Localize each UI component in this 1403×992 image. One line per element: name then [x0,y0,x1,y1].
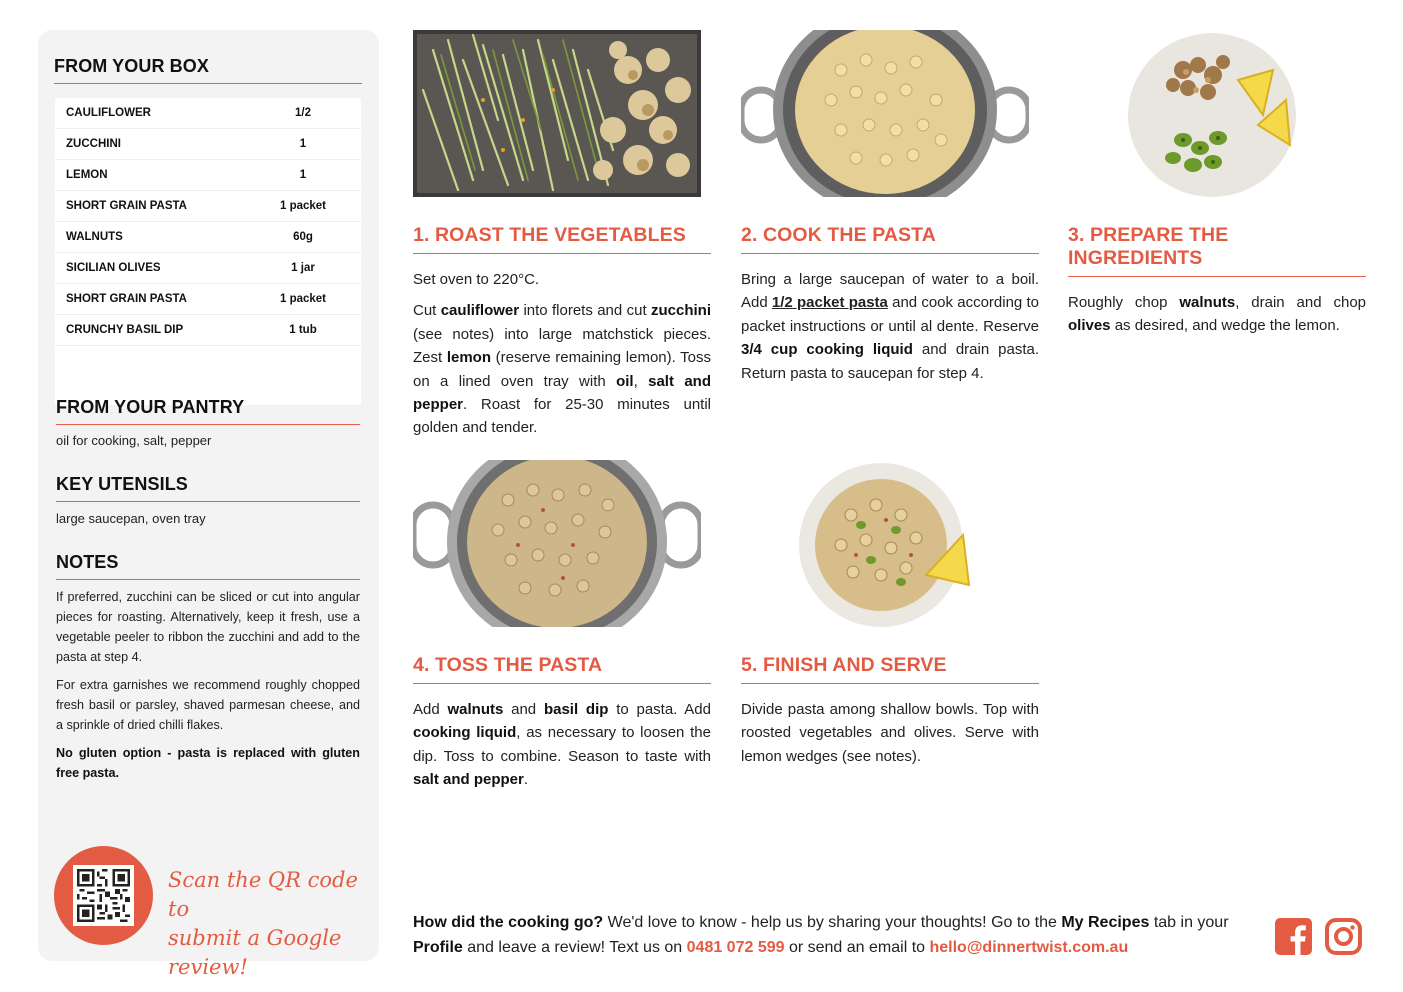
step-5-body [741,698,1039,768]
facebook-icon[interactable] [1275,918,1312,955]
from-your-pantry-title: FROM YOUR PANTRY [56,397,360,425]
step-1-title: 1. ROAST THE VEGETABLES [413,224,711,254]
sidebar [38,30,379,979]
notes-title: NOTES [56,552,360,580]
ingredient-qty: 1 tub [289,324,317,336]
qr-code-badge[interactable] [54,846,153,945]
step-3-text: Roughly chop walnuts, drain and chop olives as desired, and wedge the lemon. [1068,294,1366,335]
ingredient-name: SHORT GRAIN PASTA [66,293,187,305]
roasted-vegetables-photo [413,30,701,197]
step-4-title: 4. TOSS THE PASTA [413,654,711,684]
table-row [55,191,361,222]
step-5-text: Divide pasta among shallow bowls. Top with roosted vegetables and olives. Serve with lemon wedges (see notes). [741,701,1039,765]
step-5-title: 5. FINISH AND SERVE [741,654,1039,684]
table-row [55,129,361,160]
from-your-box-title: FROM YOUR BOX [54,56,362,84]
instagram-icon[interactable] [1325,918,1362,955]
ingredients-table [55,98,361,405]
step-5 [741,654,1039,776]
ingredient-name: LEMON [66,169,108,181]
step-2-text: Bring a large saucepan of water to a boil. Add 1/2 packet pasta and cook according to packet instructions or until al dente. Reserve 3/4 cup cooking liquid and drain pasta. Return pasta to saucepan for step 4. [741,271,1040,382]
ingredient-name: SHORT GRAIN PASTA [66,200,187,212]
step-1-body [413,268,711,440]
step-3-body [1068,291,1366,338]
table-row [55,284,361,315]
step-2-title: 2. COOK THE PASTA [741,224,1039,254]
ingredient-qty: 1 packet [279,293,327,305]
pantry-text: oil for cooking, salt, pepper [56,433,212,448]
utensils-text: large saucepan, oven tray [56,511,206,526]
finished-dish-photo [741,460,1029,627]
step-2 [741,224,1039,393]
step-1-text: Set oven to 220°C. [413,271,540,288]
notes-body [56,587,360,791]
ingredient-qty: 1/2 [295,107,311,119]
notes-gluten-option: No gluten option - pasta is replaced with gluten free pasta. [56,746,360,780]
table-row [55,315,361,346]
ingredient-qty: 60g [293,231,313,243]
phone-link[interactable]: 0481 072 599 [686,939,785,956]
ingredient-name: CAULIFLOWER [66,107,151,119]
qr-code[interactable] [73,865,134,926]
table-row [55,98,361,129]
notes-paragraph: If preferred, zucchini can be sliced or cut into angular pieces for roasting. Alternatively, keep it fresh, use a vegetable peeler to ribbon the zucchini and add to the pasta at step 4. [56,590,360,664]
ingredient-name: ZUCCHINI [66,138,121,150]
footer-question: How did the cooking go? [413,914,604,931]
ingredient-name: WALNUTS [66,231,123,243]
step-2-body [741,268,1039,385]
step-4-text: Add walnuts and basil dip to pasta. Add cooking liquid, as necessary to loosen the dip. Toss to combine. Season to taste with salt and pepper. [413,701,711,789]
step-4-body [413,698,711,792]
tossed-pasta-photo [413,460,701,627]
key-utensils-title: KEY UTENSILS [56,474,360,502]
prepared-ingredients-photo [1068,30,1366,197]
table-row [55,222,361,253]
notes-paragraph: For extra garnishes we recommend roughly chopped fresh basil or parsley, shaved parmesan cheese, and a sprinkle of dried chilli flakes. [56,678,360,732]
ingredient-qty: 1 packet [279,200,327,212]
ingredient-qty: 1 jar [291,262,315,274]
step-1-text: Cut cauliflower into florets and cut zucchini (see notes) into large matchstick pieces. Zest lemon (reserve remaining lemon). Toss on a lined oven tray with oil, salt and pepper. Roast for 25-30 minutes until golden and tender. [413,302,712,437]
email-link[interactable]: hello@dinnertwist.com.au [929,939,1129,956]
step-3 [1068,224,1366,346]
ingredient-name: CRUNCHY BASIL DIP [66,324,184,336]
step-4 [413,654,711,800]
step-1 [413,224,711,448]
table-row [55,160,361,191]
ingredient-qty: 1 [299,169,307,181]
feedback-footer: How did the cooking go? We'd love to know - help us by sharing your thoughts! Go to the My Recipes tab in your Profile and leave a review! Text us on 0481 072 599 or send an email to hello@dinnertwist.com.au [413,914,1229,956]
qr-review-text [168,866,368,982]
qr-text-line: submit a Google review! [168,926,342,979]
ingredient-qty: 1 [299,138,307,150]
profile-link[interactable]: Profile [413,939,463,956]
cooked-pasta-photo [741,30,1029,197]
step-3-title: 3. PREPARE THE INGREDIENTS [1068,224,1366,277]
table-row [55,253,361,284]
my-recipes-link[interactable]: My Recipes [1061,914,1150,931]
ingredient-name: SICILIAN OLIVES [66,262,161,274]
qr-text-line: Scan the QR code to [168,868,358,921]
